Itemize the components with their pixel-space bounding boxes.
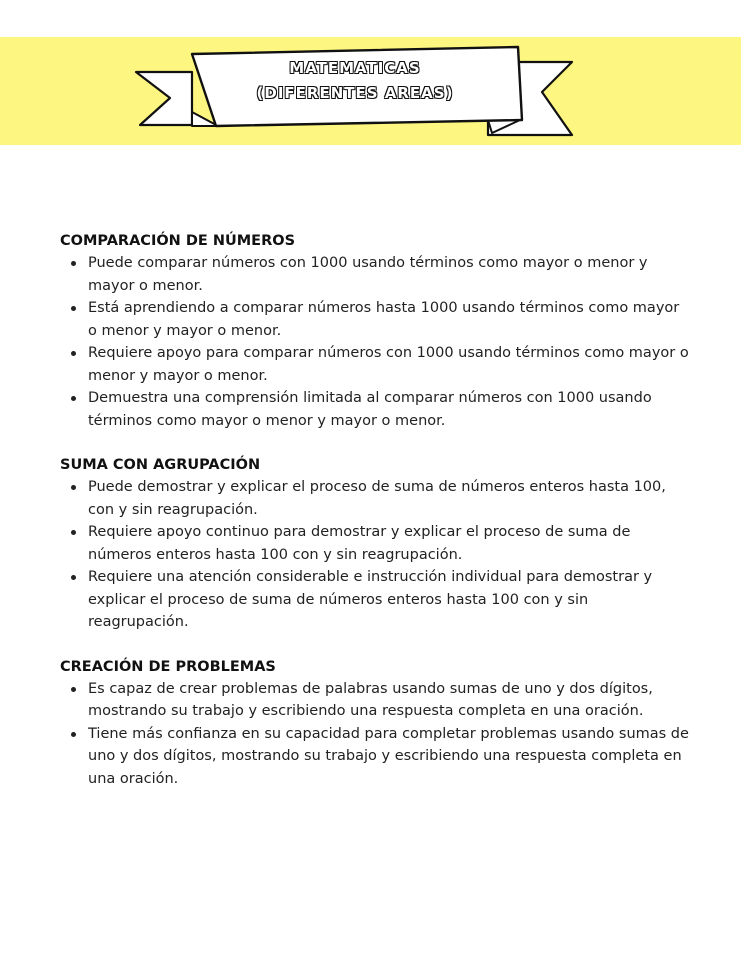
bullet-list [60,252,690,432]
list-item: Demuestra una comprensión limitada al comparar números con 1000 usando términos como mayor o menor y mayor o menor. [88,387,690,432]
bullet-list [60,476,690,634]
section-title: SUMA CON AGRUPACIÓN [60,457,261,473]
section-title: CREACIÓN DE PROBLEMAS [60,658,276,675]
banner-title [190,56,520,106]
list-item: Es capaz de crear problemas de palabras usando sumas de uno y dos dígitos, mostrando su trabajo y escribiendo una respuesta completa en una oración. [88,678,690,723]
section-creacion [60,656,690,791]
list-item: Requiere una atención considerable e instrucción individual para demostrar y explicar el proceso de suma de números enteros hasta 100 con y sin reagrupación. [88,566,690,634]
document-body [60,230,690,812]
list-item: Requiere apoyo continuo para demostrar y explicar el proceso de suma de números enteros hasta 100 con y sin reagrupación. [88,521,690,566]
banner-title-line-2: (DIFERENTES AREAS) [256,84,454,102]
list-item: Está aprendiendo a comparar números hasta 1000 usando términos como mayor o menor y mayor o menor. [88,297,690,342]
list-item: Tiene más confianza en su capacidad para completar problemas usando sumas de uno y dos dígitos, mostrando su trabajo y escribiendo una respuesta completa en una oración. [88,723,690,791]
banner-title-line-1: MATEMATICAS [289,59,421,77]
list-item: Requiere apoyo para comparar números con 1000 usando términos como mayor o menor y mayor o menor. [88,342,690,387]
bullet-list [60,678,690,791]
section-suma [60,454,690,634]
section-title: COMPARACIÓN DE NÚMEROS [60,233,296,249]
list-item: Puede comparar números con 1000 usando términos como mayor o menor y mayor o menor. [88,252,690,297]
section-comparacion [60,230,690,432]
list-item: Puede demostrar y explicar el proceso de suma de números enteros hasta 100, con y sin reagrupación. [88,476,690,521]
